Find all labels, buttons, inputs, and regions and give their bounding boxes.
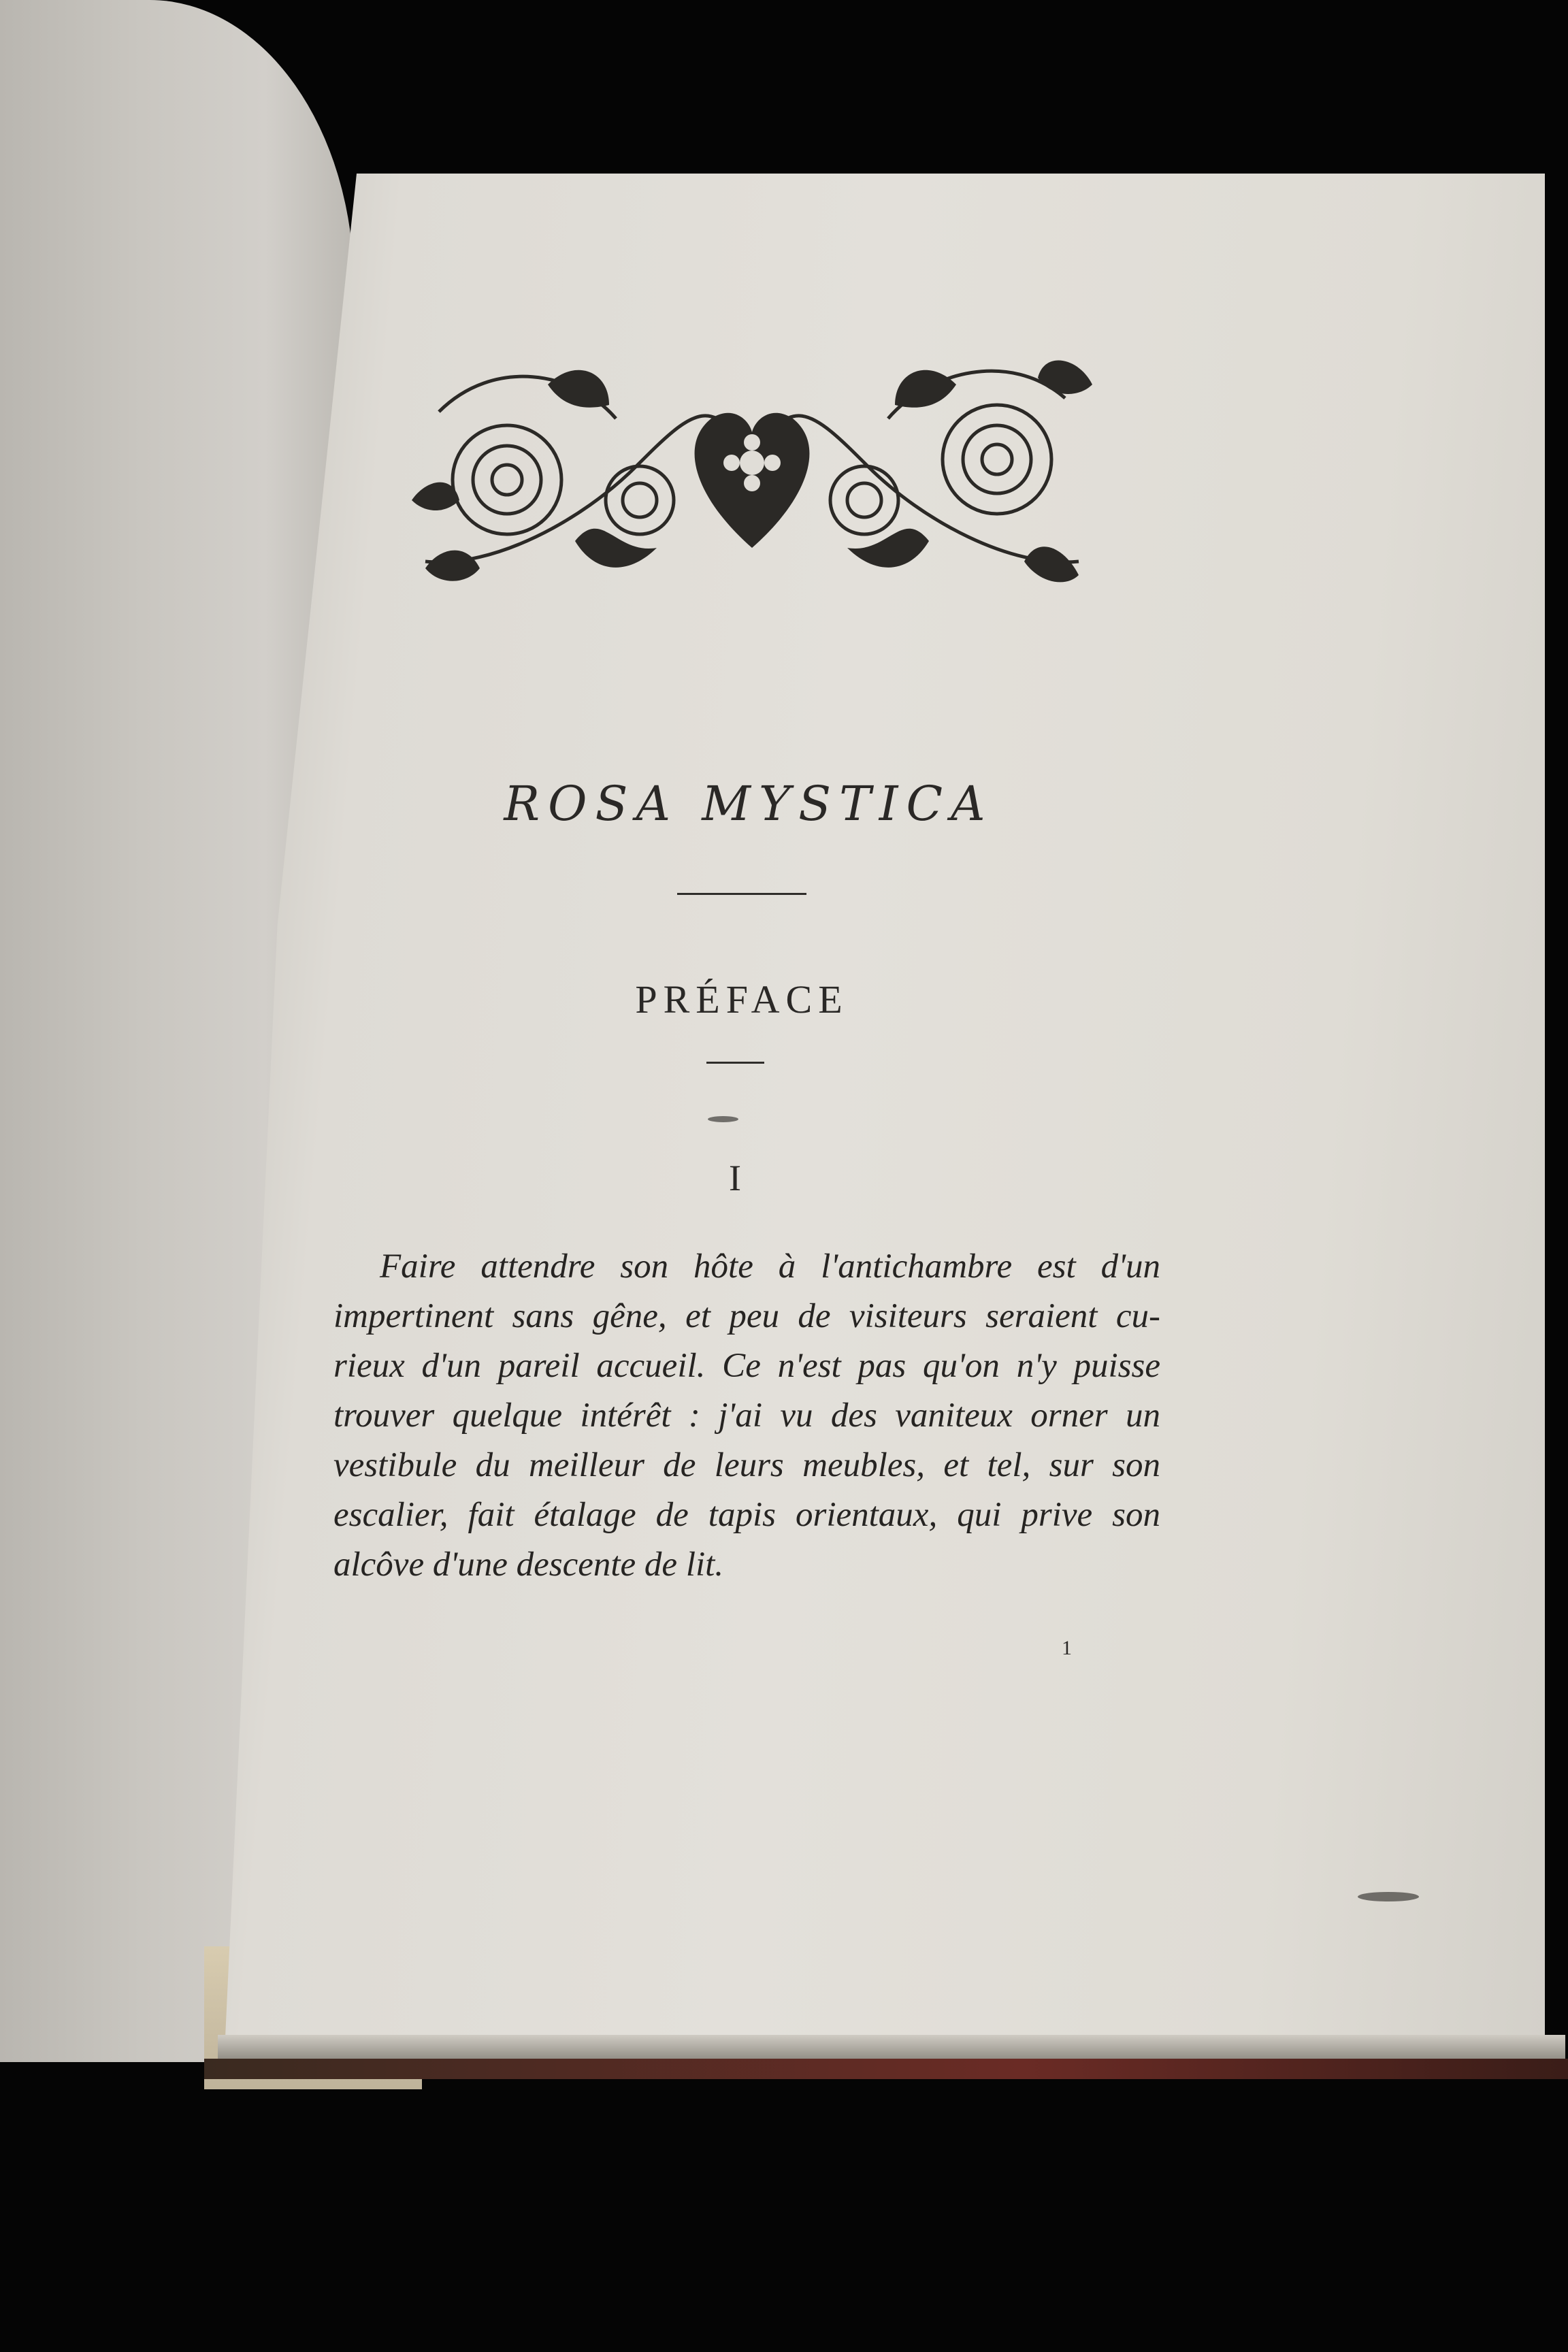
paragraph-line: alcôve d'une descente de lit. <box>333 1546 724 1584</box>
preface-heading: PRÉFACE <box>635 977 849 1022</box>
page-number: 1 <box>1062 1637 1072 1659</box>
paragraph-line: Faire attendre son hôte à l'antichambre est d'un <box>380 1247 1160 1286</box>
paragraph-line: rieux d'un pareil accueil. Ce n'est pas qu'on n'y puisse <box>333 1347 1160 1385</box>
floral-headpiece-icon <box>412 344 1092 592</box>
section-number: I <box>729 1158 741 1198</box>
heading-rule <box>706 1062 764 1064</box>
title-rule <box>677 893 806 895</box>
preface-paragraph <box>333 1242 1160 1590</box>
paragraph-line: vestibule du meilleur de leurs meubles, et tel, sur son <box>333 1446 1160 1484</box>
ink-smudge <box>1358 1892 1419 1901</box>
paragraph-line: impertinent sans gêne, et peu de visiteurs seraient cu- <box>333 1297 1160 1335</box>
ink-smudge <box>708 1116 738 1122</box>
cover-edge <box>204 2059 1568 2079</box>
paragraph-line: trouver quelque intérêt : j'ai vu des vaniteux orner un <box>333 1396 1160 1435</box>
book-title: ROSA MYSTICA <box>504 776 994 832</box>
paragraph-line: escalier, fait étalage de tapis orientaux, qui prive son <box>333 1496 1160 1534</box>
page-bottom-edge <box>218 2035 1565 2062</box>
